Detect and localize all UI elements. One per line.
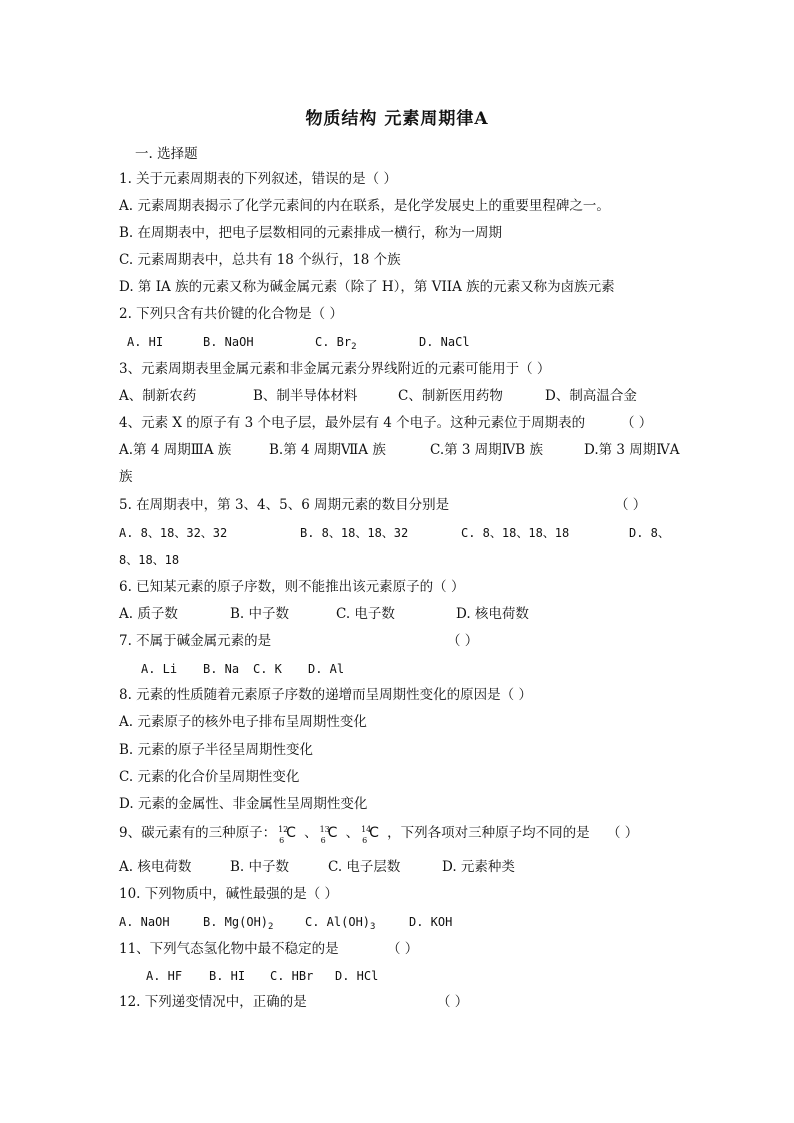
q9-option-a: A. 核电荷数 [119,859,192,875]
q4-option-d-continued: 族 [119,469,133,485]
q9-stem-suffix: ，下列各项对三种原子均不同的是 [387,825,590,841]
q11-option-c: C. HBr [270,969,314,983]
q11-stem-line [119,940,679,958]
q5-option-d: D. 8、 [629,526,670,540]
isotope-c14 [359,824,387,845]
q2-option-c [315,333,357,351]
q10-option-b-subscript: 2 [268,922,274,932]
q9-option-d: D. 元素种类 [442,859,515,875]
isotope-c12 [276,824,304,845]
q3-stem: 3、元素周期表里金属元素和非金属元素分界线附近的元素可能用于（ ） [119,361,551,377]
q5-option-a: A. 8、18、32、32 [119,526,228,540]
q10-option-c-text: C. Al(OH) [305,915,371,929]
q3-options [119,387,719,405]
q11-option-b: B. HI [209,969,246,983]
q1-option-c: C. 元素周期表中，总共有 18 个纵行，18 个族 [119,252,401,268]
q1-option-a: A. 元素周期表揭示了化学元素间的内在联系，是化学发展史上的重要里程碑之一。 [119,198,610,214]
isotope-c14-symbol: C [369,825,379,841]
q9-option-b: B. 中子数 [230,859,290,875]
q12-stem-line [119,993,679,1011]
isotope-c14-mass: 14 [361,825,372,834]
q6-option-a: A. 质子数 [119,606,178,622]
q11-answer-paren: （ ） [387,941,419,957]
q3-option-c: C、制新医用药物 [398,388,503,404]
q9-stem-prefix: 9、碳元素有的三种原子： [119,825,277,841]
isotope-c12-symbol: C [286,825,296,841]
q2-option-b: B. NaOH [203,335,254,349]
q7-stem-line [119,632,679,650]
q10-option-d: D. KOH [409,915,453,929]
isotope-c13 [318,824,346,845]
q9-answer-paren: （ ） [607,825,639,841]
q11-option-a: A. HF [146,969,183,983]
q7-option-b: B. Na [203,662,240,676]
q5-options [119,524,679,542]
q2-options [119,333,719,351]
q7-option-d: D. Al [308,662,345,676]
q1-option-b: B. 在周期表中，把电子层数相同的元素排成一横行，称为一周期 [119,225,503,241]
section-heading: 一. 选择题 [135,146,198,162]
isotope-c13-symbol: C [327,825,338,841]
q3-option-b: B、制半导体材料 [253,388,358,404]
q9-options [119,858,679,876]
q6-option-c: C. 电子数 [336,606,395,622]
q12-stem: 12. 下列递变情况中，正确的是 [119,994,307,1010]
q10-option-a: A. NaOH [119,915,170,929]
q2-option-a: A. HI [127,335,164,349]
q1-option-d: D. 第 IA 族的元素又称为碱金属元素（除了 H），第 VIIA 族的元素又称为卤族元素 [119,279,615,295]
q6-option-b: B. 中子数 [230,606,290,622]
q8-option-d: D. 元素的金属性、非金属性呈周期性变化 [119,796,368,812]
q3-option-d: D、制高温合金 [545,388,637,404]
isotope-c12-mass: 12 [278,825,289,834]
q2-option-c-text: C. Br [315,335,352,349]
q12-answer-paren: （ ） [437,994,469,1010]
q6-options [119,605,679,623]
q10-option-b [203,913,273,931]
q10-options [119,913,679,931]
q4-option-a: A.第 4 周期ⅢA 族 [119,442,232,458]
page-title: 物质结构 元素周期律A [305,109,489,129]
q5-option-d-continued: 8、18、18 [119,553,180,567]
q6-option-d: D. 核电荷数 [456,606,529,622]
q6-stem: 6. 已知某元素的原子序数，则不能推出该元素原子的（ ） [119,579,465,595]
isotope-c13-mass: 13 [319,825,330,834]
q4-option-d: D.第 3 周期ⅣA [584,442,680,458]
q8-stem: 8. 元素的性质随着元素原子序数的递增而呈周期性变化的原因是（ ） [119,687,532,703]
q3-option-a: A、制新农药 [119,388,197,404]
q2-option-c-subscript: 2 [351,342,357,352]
q5-stem-line [119,496,679,514]
q4-option-b: B.第 4 周期ⅦA 族 [269,442,386,458]
q5-stem: 5. 在周期表中，第 3、4、5、6 周期元素的数目分别是 [119,497,450,513]
q10-option-c [305,913,375,931]
q7-option-c: C. K [253,662,282,676]
q9-stem [119,824,590,845]
q9-separator: 、 [345,825,360,841]
q7-answer-paren: （ ） [447,633,479,649]
q9-option-c: C. 电子层数 [328,859,401,875]
q4-answer-paren: （ ） [621,415,653,431]
q9-separator: 、 [304,825,318,841]
q10-option-b-text: B. Mg(OH) [203,915,269,929]
q9-stem-line [119,824,679,845]
q8-option-a: A. 元素原子的核外电子排布呈周期性变化 [119,714,367,730]
q7-option-a: A. Li [141,662,178,676]
q11-options [119,967,679,985]
q4-stem-line [119,414,679,432]
q8-option-c: C. 元素的化合价呈周期性变化 [119,769,300,785]
q2-stem: 2. 下列只含有共价键的化合物是（ ） [119,306,343,322]
q4-option-c: C.第 3 周期ⅣB 族 [430,442,544,458]
q1-stem: 1. 关于元素周期表的下列叙述，错误的是（ ） [119,171,397,187]
q4-options [119,441,679,459]
q7-stem: 7. 不属于碱金属元素的是 [119,633,272,649]
q5-option-c: C. 8、18、18、18 [461,526,570,540]
q10-stem: 10. 下列物质中，碱性最强的是（ ） [119,886,339,902]
q5-answer-paren: （ ） [615,497,647,513]
q11-option-d: D. HCl [335,969,379,983]
isotope-c12-number: 6 [279,836,285,845]
q7-options [119,660,679,678]
q10-option-c-subscript: 3 [370,922,376,932]
q5-option-b: B. 8、18、18、32 [300,526,409,540]
q8-option-b: B. 元素的原子半径呈周期性变化 [119,742,314,758]
q11-stem: 11、下列气态氢化物中最不稳定的是 [119,941,339,957]
q2-option-d: D. NaCl [419,335,470,349]
isotope-c13-number: 6 [320,836,326,845]
isotope-c14-number: 6 [362,836,368,845]
q4-stem: 4、元素 X 的原子有 3 个电子层，最外层有 4 个电子。这种元素位于周期表的 [119,415,586,431]
